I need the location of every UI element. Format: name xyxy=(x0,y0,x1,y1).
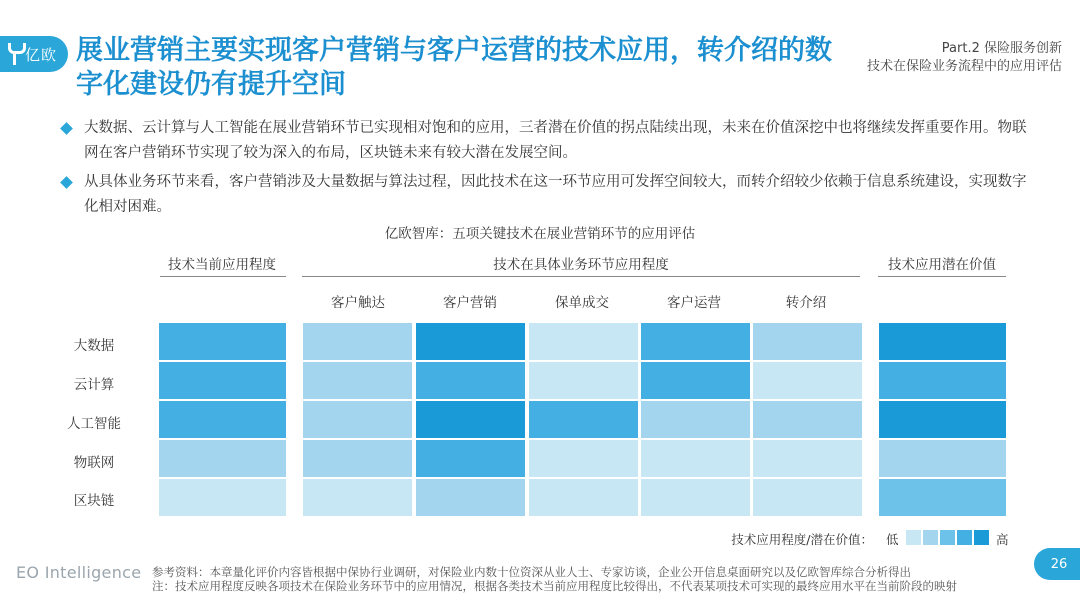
heatmap-cell-current xyxy=(159,362,286,399)
note-line: 注：技术应用程度反映各项技术在保险业务环节中的应用情况，根据各类技术当前应用程度比较得出，不代表某项技术可实现的最终应用水平在当前阶段的映射 xyxy=(152,579,957,593)
heatmap-cell-stage xyxy=(416,440,525,477)
heatmap-cell-stage xyxy=(753,323,862,360)
diamond-bullet-icon xyxy=(60,122,73,135)
heatmap-cell-stage xyxy=(529,440,638,477)
legend-swatch xyxy=(923,530,938,545)
bullet-text: 从具体业务环节来看，客户营销涉及大量数据与算法过程，因此技术在这一环节应用可发挥空间较大，而转介绍较少依赖于信息系统建设，实现数字化相对困难。 xyxy=(84,174,1027,215)
row-label: 物联网 xyxy=(73,455,115,471)
source-line: 参考资料：本章量化评价内容皆根据中保协行业调研，对保险业内数十位资深从业人士、专家访谈，企业公开信息桌面研究以及亿欧智库综合分析得出 xyxy=(152,565,911,579)
heatmap-cell-stage xyxy=(641,479,750,516)
column-header: 客户触达 xyxy=(331,295,385,311)
heatmap-cell-stage xyxy=(416,479,525,516)
heatmap-cell-potential xyxy=(879,323,1006,360)
legend-swatch xyxy=(906,530,921,545)
legend-low-label: 低 xyxy=(886,532,899,547)
section-label xyxy=(867,40,1062,76)
heatmap-cell-potential xyxy=(879,479,1006,516)
row-label: 大数据 xyxy=(73,338,115,354)
column-header: 客户运营 xyxy=(667,295,721,311)
heatmap-cell-stage xyxy=(753,401,862,438)
column-header: 保单成交 xyxy=(555,295,609,311)
group-header-stages: 技术在具体业务环节应用程度 xyxy=(493,257,669,273)
heatmap-cell-stage xyxy=(641,362,750,399)
heatmap-cell-stage xyxy=(753,440,862,477)
bullet-item xyxy=(62,116,1037,166)
row-label: 云计算 xyxy=(73,377,115,393)
bullet-text: 大数据、云计算与人工智能在展业营销环节已实现相对饱和的应用，三者潜在价值的拐点陆续出现，未来在价值深挖中也将继续发挥重要作用。物联网在客户营销环节实现了较为深入的布局，区块链未来有较大潜在发展空间。 xyxy=(84,120,1027,161)
heatmap-cell-stage xyxy=(303,479,412,516)
heatmap-cell-stage xyxy=(529,479,638,516)
legend-swatch xyxy=(957,530,972,545)
group-header-current: 技术当前应用程度 xyxy=(168,257,276,273)
heatmap-cell-stage xyxy=(529,323,638,360)
heatmap-cell-current xyxy=(159,401,286,438)
row-label: 区块链 xyxy=(73,493,115,509)
chart-title: 亿欧智库：五项关键技术在展业营销环节的应用评估 xyxy=(384,226,696,242)
heatmap-cell-stage xyxy=(416,362,525,399)
heatmap-cell-stage xyxy=(303,323,412,360)
bullet-list xyxy=(62,116,1037,224)
heatmap-cell-stage xyxy=(529,362,638,399)
row-label: 人工智能 xyxy=(67,416,121,432)
heatmap-cell-current xyxy=(159,323,286,360)
heatmap-cell-stage xyxy=(641,323,750,360)
legend-swatch xyxy=(974,530,989,545)
heatmap-cell-stage xyxy=(416,323,525,360)
page-number: 26 xyxy=(1034,548,1080,580)
heatmap-cell-potential xyxy=(879,401,1006,438)
heatmap-cell-stage xyxy=(303,440,412,477)
logo-y-icon xyxy=(6,41,22,67)
diamond-bullet-icon xyxy=(60,176,73,189)
heatmap-cell-potential xyxy=(879,440,1006,477)
heatmap-cell-potential xyxy=(879,362,1006,399)
source-note xyxy=(152,565,1012,593)
part-subtitle: 技术在保险业务流程中的应用评估 xyxy=(866,59,1062,74)
group-divider xyxy=(302,276,860,277)
heatmap-cell-current xyxy=(159,479,286,516)
legend-swatch xyxy=(940,530,955,545)
brand-logo xyxy=(0,36,68,72)
heatmap-cell-stage xyxy=(303,362,412,399)
heatmap-cell-current xyxy=(159,440,286,477)
heatmap-cell-stage xyxy=(529,401,638,438)
heatmap-cell-stage xyxy=(416,401,525,438)
heatmap-cell-stage xyxy=(641,401,750,438)
page-title: 展业营销主要实现客户营销与客户运营的技术应用，转介绍的数字化建设仍有提升空间 xyxy=(76,35,832,100)
legend-high-label: 高 xyxy=(996,532,1009,547)
group-divider xyxy=(160,276,286,277)
legend-label: 技术应用程度/潜在价值： xyxy=(731,532,873,547)
group-header-potential: 技术应用潜在价值 xyxy=(888,257,996,273)
bullet-item xyxy=(62,170,1037,220)
footer-brand: EO Intelligence xyxy=(16,563,142,582)
heatmap-cell-stage xyxy=(753,479,862,516)
column-header: 转介绍 xyxy=(785,295,827,311)
heatmap-cell-stage xyxy=(753,362,862,399)
heatmap-cell-stage xyxy=(641,440,750,477)
group-divider xyxy=(878,276,1006,277)
logo-text: 亿欧 xyxy=(25,45,58,64)
heatmap-cell-stage xyxy=(303,401,412,438)
part-label: Part.2 保险服务创新 xyxy=(941,41,1062,56)
column-header: 客户营销 xyxy=(443,295,497,311)
